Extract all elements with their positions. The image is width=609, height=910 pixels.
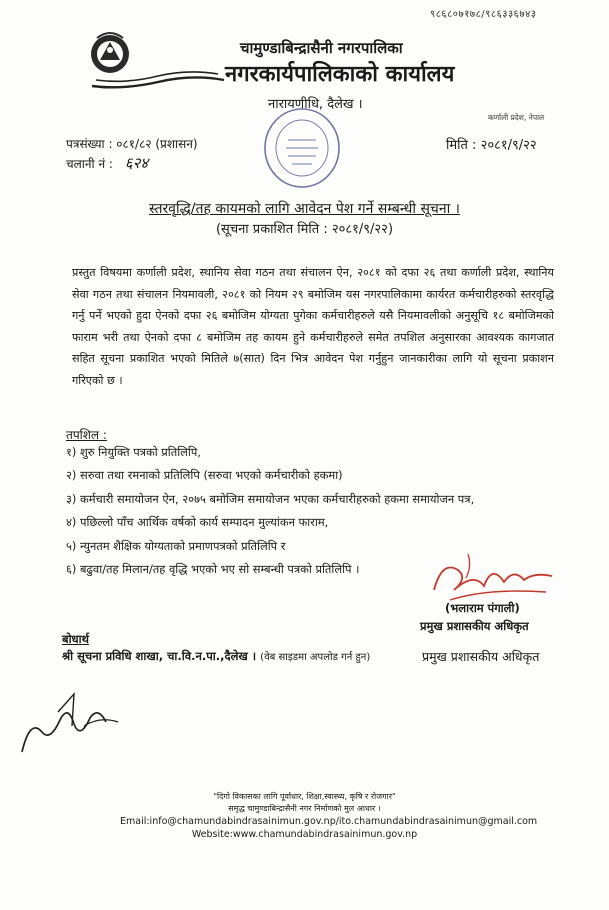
list-item: ५) न्युनतम शैक्षिक योग्यताको प्रमाणपत्रको प्रतिलिपि र xyxy=(66,538,286,553)
details-list xyxy=(66,441,474,581)
recipient-text: श्री सूचना प्रविधि शाखा, चा.वि.न.पा.,दैलेख । xyxy=(62,649,257,663)
info-recipient xyxy=(62,649,370,664)
notice-body: प्रस्तुत विषयमा कर्णाली प्रदेश, स्थानिय सेवा गठन तथा संचालन ऐन, २०८१ को दफा २६ तथा कर्णाली प्रदेश, स्थानिय सेवा गठन तथा संचालन नियमावली, २०८१ को नियम २९ बमोजिम यस नगरपालिकामा कार्यरत कर्मचारीहरुको स्तरवृद्धि गर्नु पर्ने भएको हुदा ऐनको दफा २६ बमोजिम योग्यता पुगेका कर्मचारीहरुले यसै नियमावलीको अनुसूचि १८ बमोजिमको फाराम भरी तथा ऐनको दफा ८ बमोजिम तह कायम हुने कर्मचारीहरुले समेत तपशिल अनुसारका आवश्यक कागजात सहित सूचना प्रकाशित भएको मितिले ७(सात) दिन भित्र आवेदन पेश गर्नुहुन जानकारीका लागि यो सूचना प्रकाशन गरिएको छ । xyxy=(72,266,554,387)
details-heading: तपशिल : xyxy=(66,428,107,442)
handwritten-signature xyxy=(428,542,558,610)
footer-email: Email:info@chamundabindrasainimun.gov.np/ito.chamundabindrasainimun@gmail.com xyxy=(120,816,538,827)
list-item: ६) बढुवा/तह मिलान/तह वृद्धि भएको भए सो सम्बन्धी पत्रको प्रतिलिपि । xyxy=(66,561,360,576)
list-item: ४) पछिल्लो पाँच आर्थिक वर्षको कार्य सम्पादन मुल्यांकन फाराम, xyxy=(66,515,329,530)
document-number: पत्रसंख्या : ०८१/८२ (प्रशासन) xyxy=(66,137,198,151)
dispatch-value: ६२४ xyxy=(124,154,149,172)
emblem-logo xyxy=(88,20,226,90)
office-location: नारायणीधि, दैलेख । xyxy=(268,97,363,112)
handwritten-initials xyxy=(14,682,124,766)
notice-title xyxy=(0,199,609,218)
signatory-title: प्रमुख प्रशासकीय अधिकृत xyxy=(420,619,529,633)
footer-website: Website:www.chamundabindrasainimun.gov.np xyxy=(191,829,418,840)
footer-motto: समृद्ध चामुण्डाबिन्द्रासैनी नगर निर्माणको मुल आधार । xyxy=(228,804,381,813)
published-date: (सूचना प्रकाशित मिति : २०८१/९/२२) xyxy=(215,222,394,237)
dispatch-number xyxy=(66,153,148,173)
org-name: चामुण्डाबिन्द्रासैनी नगरपालिका xyxy=(240,39,403,57)
header-phone: ९८६८०७१७८/९८६३३६७४३ xyxy=(430,9,537,20)
province-label: कर्णाली प्रदेश, नेपाल xyxy=(488,113,545,122)
list-item: १) शुरु नियुक्ति पत्रको प्रतिलिपि, xyxy=(66,445,201,459)
recipient-note: (वेब साइडमा अपलोड गर्न हुन) xyxy=(260,652,371,663)
office-name: नगरकार्यपालिकाको कार्यालय xyxy=(225,62,455,87)
notice-title-text: स्तरवृद्धि/तह कायमको लागि आवेदन पेश गर्ने सम्बन्धी सूचना । xyxy=(149,201,460,217)
list-item: ३) कर्मचारी समायोजन ऐन, २०७५ बमोजिम समायोजन भएका कर्मचारीहरुको हकमा समायोजन पत्र, xyxy=(66,491,475,506)
document-date: मिति : २०८१/९/२२ xyxy=(446,138,537,153)
office-seal-stamp xyxy=(262,106,342,190)
signatory-name: (भलाराम पंगाली) xyxy=(445,601,520,615)
signatory-stamp: प्रमुख प्रशासकीय अधिकृत xyxy=(422,649,540,664)
info-heading: बोधार्थ xyxy=(62,632,89,646)
footer-slogan: "दिगो विकासका लागि पूर्वाधार, शिक्षा,स्वास्थ्य, कृषि र रोजगार" xyxy=(213,792,396,801)
list-item: २) सरुवा तथा रमनाको प्रतिलिपि (सरुवा भएको कर्मचारीको हकमा) xyxy=(66,468,343,483)
dispatch-label: चलानी नं : xyxy=(66,157,113,171)
